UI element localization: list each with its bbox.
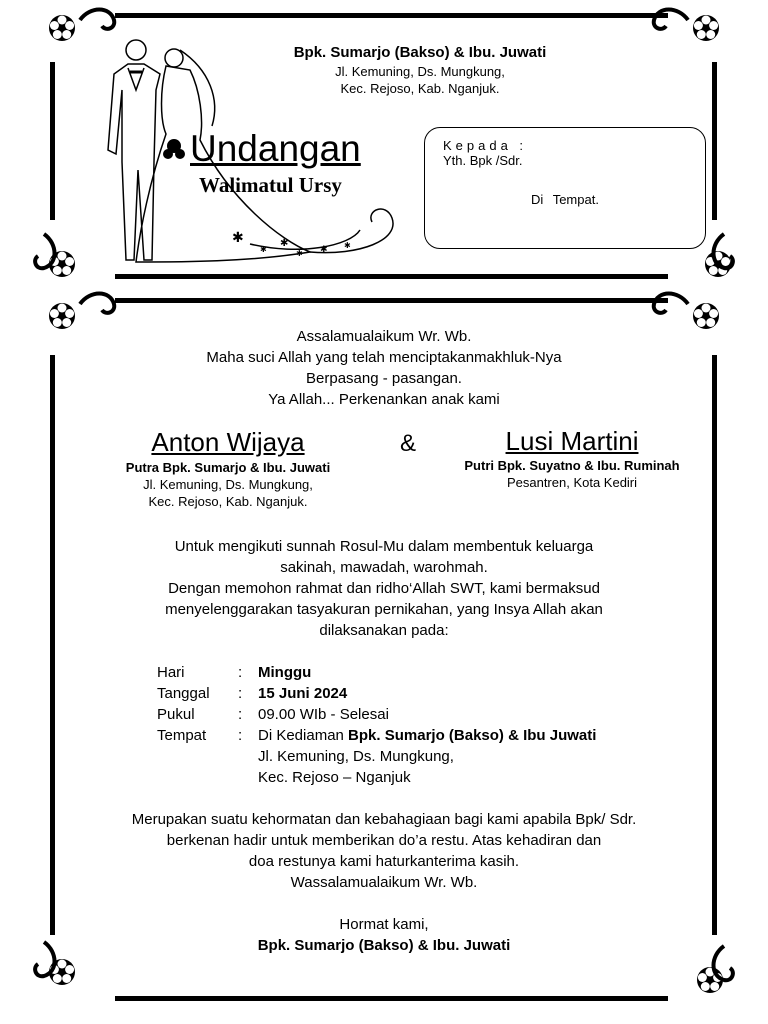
hari-label: Hari [157,664,185,681]
host-names: Bpk. Sumarjo (Bakso) & Ibu. Juwati [293,44,547,61]
paragraph-line: menyelenggarakan tasyakuran pernikahan, yang Insya Allah akan [165,601,603,618]
colon: : [238,727,243,744]
tempat-prefix: Di Kediaman [258,727,349,744]
ampersand: & [400,430,417,457]
groom-address-line1: Jl. Kemuning, Ds. Mungkung, [143,477,313,492]
groom-name: Anton Wijaya [151,427,305,457]
closing-line: Wassalamualaikum Wr. Wb. [290,874,478,891]
svg-text:✱: ✱ [232,230,244,246]
svg-text:✱: ✱ [280,238,289,249]
pukul-value: 09.00 WIb - Selesai [258,706,389,723]
signature-names: Bpk. Sumarjo (Bakso) & Ibu. Juwati [257,937,511,954]
tempat-host: Bpk. Sumarjo (Bakso) & Ibu Juwati [348,727,597,744]
pukul-label: Pukul [157,706,195,723]
intro-line: Ya Allah... Perkenankan anak kami [268,391,500,408]
svg-text:✱: ✱ [260,245,267,254]
closing-line: berkenan hadir untuk memberikan do’a restu. Atas kehadiran dan [166,832,602,849]
recipient-salutation: Yth. Bpk /Sdr. [443,153,523,168]
host-address-line2: Kec. Rejoso, Kab. Nganjuk. [340,81,500,96]
svg-text:✱: ✱ [320,245,328,255]
signature-greeting: Hormat kami, [339,916,429,933]
recipient-label: Kepada : [443,138,528,153]
colon: : [238,685,243,702]
svg-text:✱: ✱ [296,249,303,258]
paragraph-line: sakinah, mawadah, warohmah. [280,559,488,576]
bride-name: Lusi Martini [505,426,639,456]
groom-parents: Putra Bpk. Sumarjo & Ibu. Juwati [125,460,331,475]
closing-line: Merupakan suatu kehormatan dan kebahagiaan bagi kami apabila Bpk/ Sdr. [131,811,637,828]
paragraph-line: Untuk mengikuti sunnah Rosul-Mu dalam membentuk keluarga [174,538,594,555]
tempat-value [258,727,596,744]
tempat-label: Tempat [157,727,207,744]
invitation-subtitle: Walimatul Ursy [199,173,342,197]
closing-line: doa restunya kami haturkanterima kasih. [248,853,520,870]
invitation-title: Undangan [190,128,361,169]
tempat-address-line2: Jl. Kemuning, Ds. Mungkung, [258,748,454,765]
intro-line: Assalamualaikum Wr. Wb. [296,328,472,345]
paragraph-line: Dengan memohon rahmat dan ridho‘Allah SWT, kami bermaksud [168,580,600,597]
bride-address-line1: Pesantren, Kota Kediri [506,475,638,490]
groom-address-line2: Kec. Rejoso, Kab. Nganjuk. [148,494,308,509]
intro-line: Berpasang - pasangan. [306,370,462,387]
recipient-place: Di Tempat. [531,192,599,207]
intro-line: Maha suci Allah yang telah menciptakanmakhluk-Nya [206,349,562,366]
tanggal-value: 15 Juni 2024 [258,685,348,702]
bride-parents: Putri Bpk. Suyatno & Ibu. Ruminah [464,458,680,473]
paragraph-line: dilaksanakan pada: [319,622,449,639]
colon: : [238,706,243,723]
tanggal-label: Tanggal [157,685,210,702]
tempat-address-line3: Kec. Rejoso – Nganjuk [258,769,411,786]
colon: : [238,664,243,681]
flower-icon [49,15,75,41]
hari-value: Minggu [258,664,312,681]
svg-text:✱: ✱ [344,241,351,250]
host-address-line1: Jl. Kemuning, Ds. Mungkung, [335,64,505,79]
